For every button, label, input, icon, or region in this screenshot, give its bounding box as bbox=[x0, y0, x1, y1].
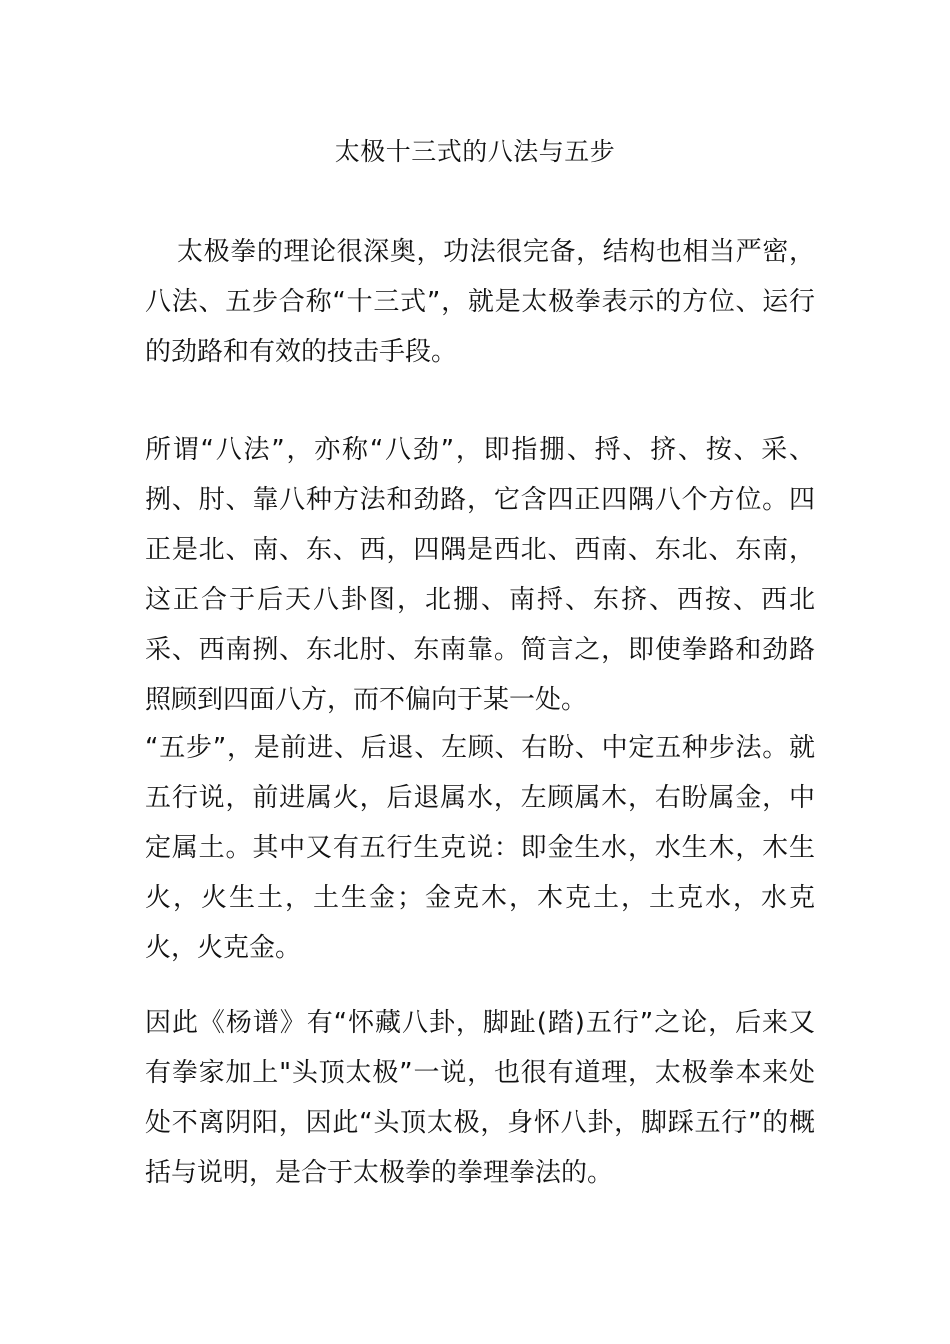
paragraph-conclusion: 因此《杨谱》有“怀藏八卦，脚趾(踏)五行”之论，后来又有拳家加上"头顶太极”一说，也很有道理，太极拳本来处处不离阴阳，因此“头顶太极，身怀八卦，脚踩五行”的概括与说明，是合于太极拳的拳理拳法的。 bbox=[145, 1008, 815, 1188]
paragraph-eight-methods: 所谓“八法”，亦称“八劲”，即指掤、捋、挤、按、采、挒、肘、靠八种方法和劲路，它含四正四隅八个方位。四正是北、南、东、西，四隅是西北、西南、东北、东南，这正合于后天八卦图，北掤、南捋、东挤、西按、西北采、西南挒、东北肘、东南靠。简言之，即使拳路和劲路照顾到四面八方，而不偏向于某一处。 bbox=[145, 435, 815, 715]
paragraph-five-steps: “五步”，是前进、后退、左顾、右盼、中定五种步法。就五行说，前进属火，后退属水，左顾属木，右盼属金，中定属土。其中又有五行生克说：即金生水，水生木，木生火，火生土，土生金；金克木，木克土，土克水，水克火，火克金。 bbox=[145, 733, 815, 963]
paragraph-intro: 太极拳的理论很深奥，功法很完备，结构也相当严密，八法、五步合称“十三式”，就是太极拳表示的方位、运行的劲路和有效的技击手段。 bbox=[145, 237, 815, 367]
document-title: 太极十三式的八法与五步 bbox=[334, 137, 616, 166]
